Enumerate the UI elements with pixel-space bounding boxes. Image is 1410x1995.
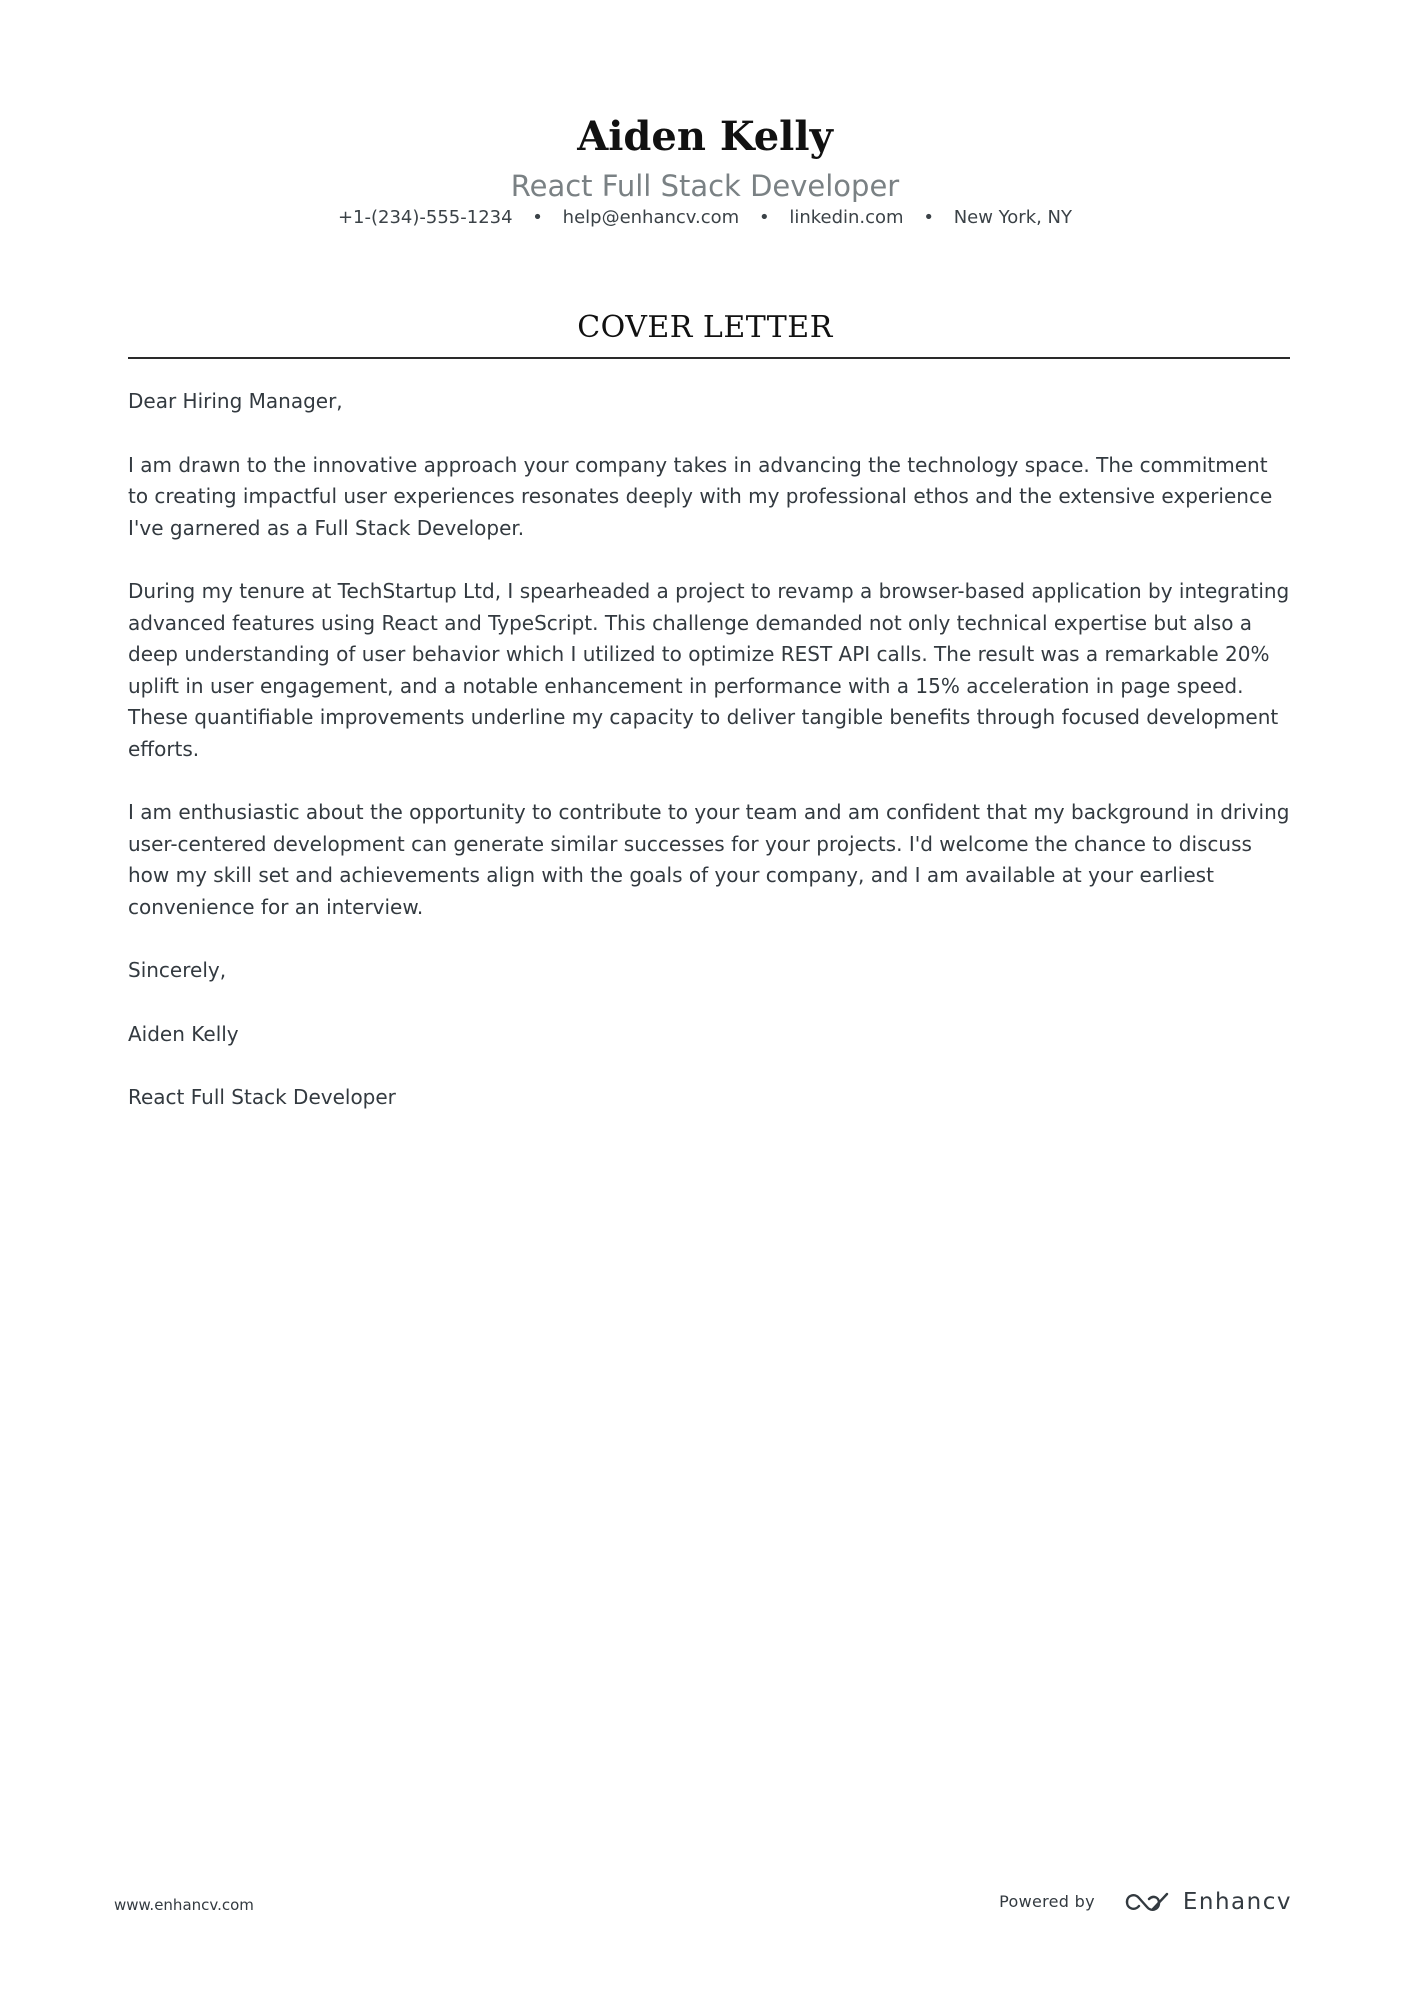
closing: Sincerely, (128, 958, 227, 982)
footer-website[interactable]: www.enhancv.com (114, 1896, 254, 1914)
enhancv-brand-text[interactable]: Enhancv (1182, 1889, 1292, 1915)
section-divider (128, 357, 1290, 359)
enhancv-logo-icon (1123, 1889, 1171, 1915)
applicant-name: Aiden Kelly (577, 113, 833, 160)
contact-separator: • (923, 207, 934, 228)
contact-separator: • (532, 207, 543, 228)
powered-by-label: Powered by (999, 1892, 1095, 1911)
contact-linkedin[interactable]: linkedin.com (789, 207, 904, 228)
signature-title: React Full Stack Developer (128, 1085, 396, 1109)
contact-email[interactable]: help@enhancv.com (562, 207, 740, 228)
letter-paragraph: During my tenure at TechStartup Ltd, I spearheaded a project to revamp a browser-based application by integrating advanced features using React and TypeScript. This challenge demanded not only technical expertise but also a deep understanding of user behavior which I utilized to optimize REST API calls. The result was a remarkable 20% uplift in user engagement, and a notable enhancement in performance with a 15% acceleration in page speed. These quantifiable improvements underline my capacity to deliver tangible benefits through focused development efforts. (128, 579, 1290, 761)
signature-name: Aiden Kelly (128, 1021, 239, 1046)
letter-paragraph: I am drawn to the innovative approach your company takes in advancing the technology space. The commitment to creating impactful user experiences resonates deeply with my professional ethos and the extensive experience I've garnered as a Full Stack Developer. (128, 452, 1273, 540)
applicant-role: React Full Stack Developer (510, 169, 900, 203)
salutation: Dear Hiring Manager, (128, 389, 343, 413)
section-title: COVER LETTER (577, 310, 833, 345)
contact-phone: +1-(234)-555-1234 (337, 207, 513, 228)
footer-branding (999, 1889, 1292, 1915)
letter-body (128, 386, 1290, 1146)
resume-header (0, 108, 1410, 230)
contact-location: New York, NY (953, 207, 1073, 228)
contact-line (0, 206, 1410, 230)
contact-separator: • (758, 207, 770, 228)
letter-paragraph: I am enthusiastic about the opportunity to contribute to your team and am confident that my background in driving user-centered development can generate similar successes for your projects. I'd welcome the chance to discuss how my skill set and achievements align with the goals of your company, and I am available at your earliest convenience for an interview. (128, 800, 1290, 919)
